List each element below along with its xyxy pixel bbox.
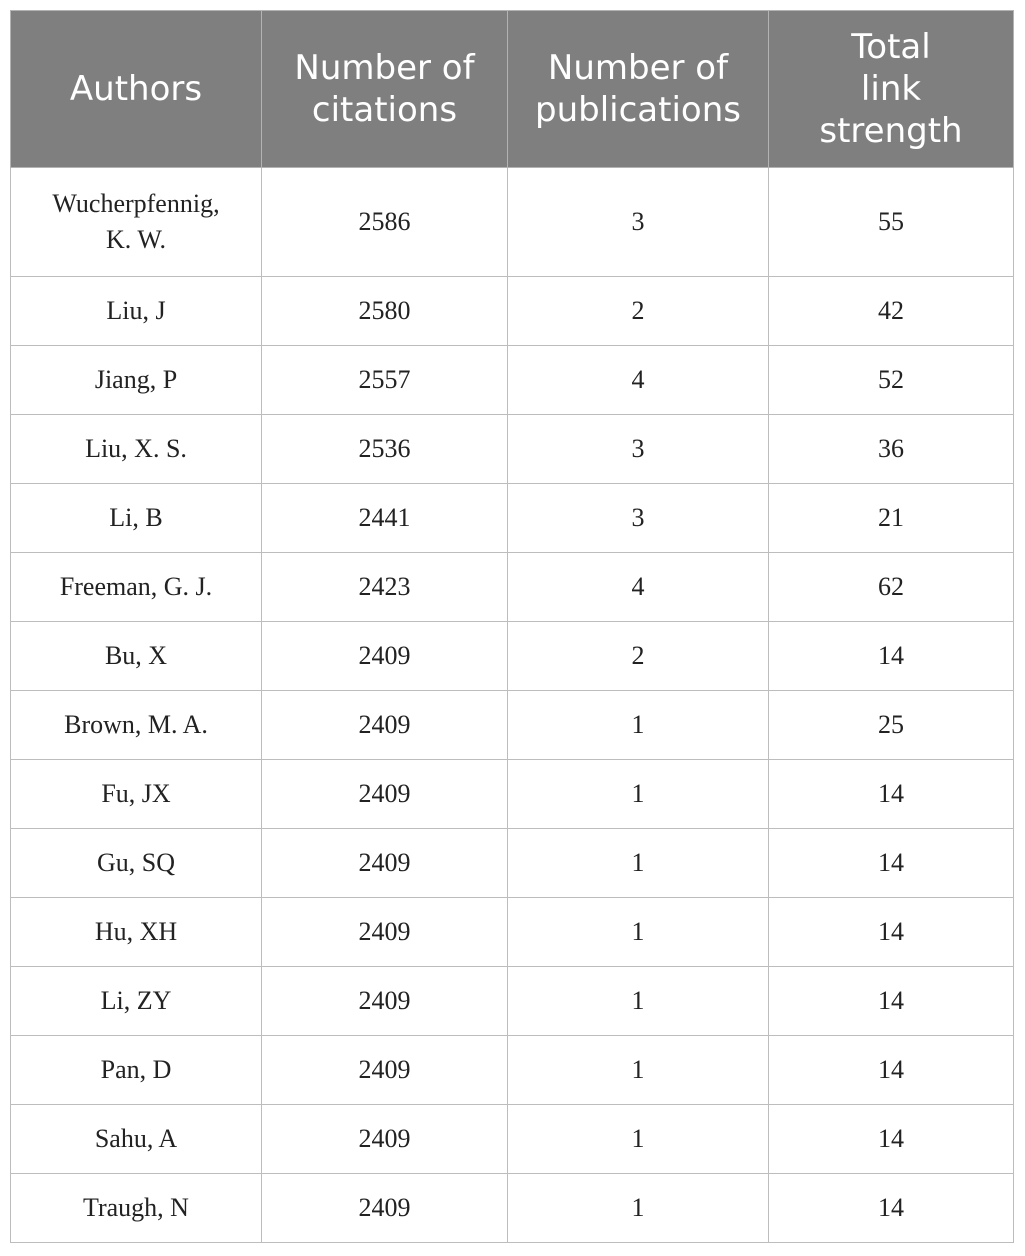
citations-cell: 2409	[262, 691, 508, 760]
link-strength-cell: 14	[769, 1174, 1014, 1243]
citations-cell: 2409	[262, 967, 508, 1036]
link-strength-cell: 14	[769, 829, 1014, 898]
link-strength-cell: 62	[769, 553, 1014, 622]
author-cell: Bu, X	[11, 622, 262, 691]
table-row	[11, 1036, 1014, 1105]
link-strength-cell: 14	[769, 898, 1014, 967]
publications-cell: 1	[508, 1105, 769, 1174]
link-strength-cell: 14	[769, 1036, 1014, 1105]
citations-cell: 2409	[262, 1036, 508, 1105]
publications-cell: 4	[508, 553, 769, 622]
table-row	[11, 484, 1014, 553]
publications-cell: 1	[508, 1036, 769, 1105]
citations-cell: 2409	[262, 829, 508, 898]
table-row	[11, 898, 1014, 967]
link-strength-cell: 36	[769, 415, 1014, 484]
author-cell: Gu, SQ	[11, 829, 262, 898]
publications-cell: 3	[508, 415, 769, 484]
author-cell: Fu, JX	[11, 760, 262, 829]
header-total-link-strength: Total link strength	[769, 11, 1014, 168]
authors-table	[10, 10, 1014, 1243]
publications-cell: 3	[508, 168, 769, 277]
citations-cell: 2441	[262, 484, 508, 553]
publications-cell: 1	[508, 898, 769, 967]
link-strength-cell: 14	[769, 967, 1014, 1036]
publications-cell: 1	[508, 691, 769, 760]
citations-cell: 2586	[262, 168, 508, 277]
table-row	[11, 1174, 1014, 1243]
citations-cell: 2409	[262, 1105, 508, 1174]
link-strength-cell: 42	[769, 277, 1014, 346]
publications-cell: 1	[508, 967, 769, 1036]
author-cell: Pan, D	[11, 1036, 262, 1105]
table-row	[11, 168, 1014, 277]
link-strength-cell: 52	[769, 346, 1014, 415]
citations-cell: 2557	[262, 346, 508, 415]
citations-cell: 2580	[262, 277, 508, 346]
citations-cell: 2409	[262, 622, 508, 691]
link-strength-cell: 25	[769, 691, 1014, 760]
table-row	[11, 760, 1014, 829]
author-cell: Li, B	[11, 484, 262, 553]
citations-cell: 2409	[262, 1174, 508, 1243]
author-cell: Liu, J	[11, 277, 262, 346]
publications-cell: 1	[508, 829, 769, 898]
publications-cell: 1	[508, 1174, 769, 1243]
citations-cell: 2409	[262, 760, 508, 829]
link-strength-cell: 21	[769, 484, 1014, 553]
author-cell: Jiang, P	[11, 346, 262, 415]
author-cell: Wucherpfennig, K. W.	[11, 168, 262, 277]
citations-cell: 2423	[262, 553, 508, 622]
citations-cell: 2409	[262, 898, 508, 967]
table-row	[11, 1105, 1014, 1174]
publications-cell: 3	[508, 484, 769, 553]
citations-cell: 2536	[262, 415, 508, 484]
table-row	[11, 346, 1014, 415]
table-row	[11, 277, 1014, 346]
link-strength-cell: 14	[769, 622, 1014, 691]
publications-cell: 2	[508, 622, 769, 691]
table-row	[11, 691, 1014, 760]
publications-cell: 1	[508, 760, 769, 829]
publications-cell: 4	[508, 346, 769, 415]
author-cell: Liu, X. S.	[11, 415, 262, 484]
author-cell: Sahu, A	[11, 1105, 262, 1174]
author-cell: Traugh, N	[11, 1174, 262, 1243]
link-strength-cell: 14	[769, 1105, 1014, 1174]
header-row	[11, 11, 1014, 168]
table-row	[11, 967, 1014, 1036]
table-row	[11, 415, 1014, 484]
author-cell: Freeman, G. J.	[11, 553, 262, 622]
link-strength-cell: 14	[769, 760, 1014, 829]
table-row	[11, 829, 1014, 898]
header-authors: Authors	[11, 11, 262, 168]
link-strength-cell: 55	[769, 168, 1014, 277]
header-number-of-citations: Number of citations	[262, 11, 508, 168]
table-row	[11, 553, 1014, 622]
publications-cell: 2	[508, 277, 769, 346]
table-row	[11, 622, 1014, 691]
author-cell: Brown, M. A.	[11, 691, 262, 760]
author-cell: Li, ZY	[11, 967, 262, 1036]
author-cell: Hu, XH	[11, 898, 262, 967]
header-number-of-publications: Number of publications	[508, 11, 769, 168]
